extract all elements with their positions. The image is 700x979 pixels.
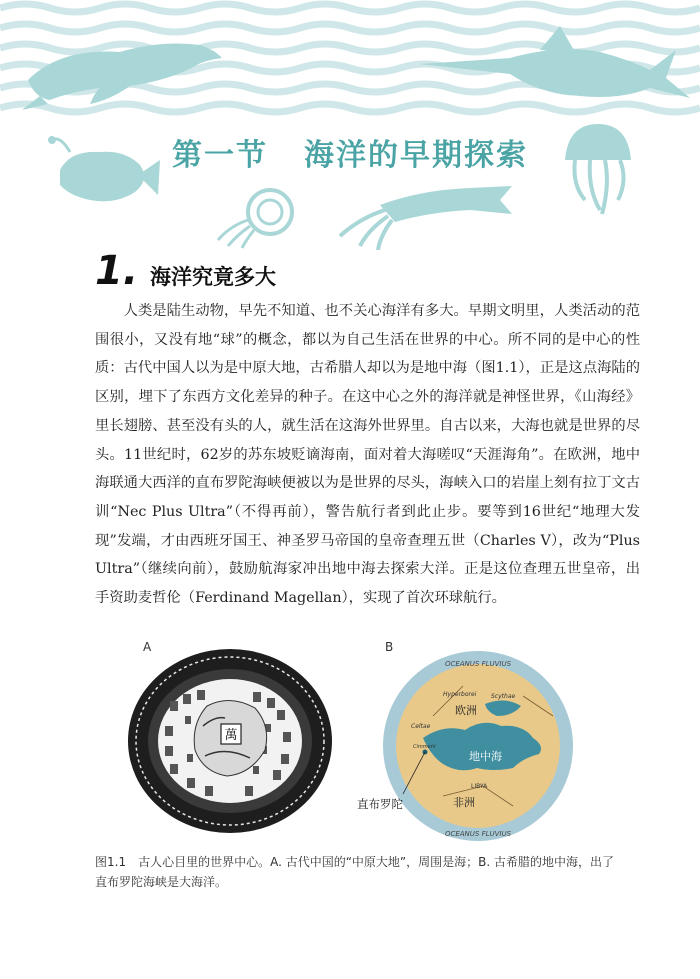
chapter-title-text: 海洋的早期探索 [304,138,528,173]
caption-line-2: 直布罗陀海峡是大海洋。 [95,875,228,889]
paragraph: 人类是陆生动物，早先不知道、也不关心海洋有多大。早期文明里，人类活动的范围很小，又没有地“球”的概念，都以为自己生活在世界的中心。所不同的是中心的性质：古代中国人以为是中原大地，古希腊人却以为是地中海（图1.1），正是这点海陆的区别，埋下了东西方文化差异的种子。在这中心之外的海洋就是神怪世界，《山海经》里长翅膀、甚至没有头的人，就生活在这海外世界里。自古以来，大海也就是世界的尽头。11世纪时，62岁的苏东坡贬谪海南，面对着大海嗟叹“天涯海角”。在欧洲，地中海联通大西洋的直布罗陀海峡便被以为是世界的尽头，海峡入口的岩崖上刻有拉丁文古训“Nec Plus Ultra”（不得再前），警告航行者到此止步。要等到16世纪“地理大发现”发端，才由西班牙国王、神圣罗马帝国的皇帝查理五世（Charles Ⅴ），改为“Plus Ultra”（继续向前），鼓励航海家冲出地中海去探索大洋。正是这位查理五世皇帝，出手资助麦哲伦（Ferdinand Magellan），实现了首次环球航行。 [95,303,640,607]
nautilus-icon [218,190,292,248]
map-b-celtae: Celtae [411,723,431,730]
panel-b-label: B [385,640,394,654]
map-b-rim-top: OCEANUS FLUVIUS [444,660,512,668]
map-b-africa: 非洲 [453,796,475,809]
map-b-libya: LIBYA [471,783,488,790]
dolphin-icon [22,44,222,110]
map-b-mediterranean: 地中海 [469,750,502,763]
map-a-center-text: 萬 [224,728,238,743]
section-title: 海洋究竟多大 [150,265,277,289]
map-b-europe: 欧洲 [455,704,477,717]
caption-line-1: 图1.1 古人心目里的世界中心。A. 古代中国的“中原大地”，周围是海；B. 古希腊的地中海，出了 [95,855,615,869]
map-b-scythae: Scythae [491,693,516,700]
squid-icon [340,186,512,250]
section-number: 1. [95,248,139,294]
section-heading [95,248,276,294]
chapter-header [0,0,700,250]
panel-a-label: A [143,640,152,654]
figure-1-1 [95,638,655,848]
chapter-title [0,130,700,174]
body-text [95,297,640,613]
map-b-cimmerii: Cimmerii [413,744,436,750]
map-b-greek-world [373,646,583,846]
header-decoration [0,0,700,250]
map-a-chinese-world [125,646,335,836]
map-b-hyperborei: Hyperborei [443,691,477,698]
map-b-rim-bottom: OCEANUS FLUVIUS [444,830,512,838]
chapter-title-number: 第一节 [172,138,268,173]
figure-caption [95,852,615,892]
strait-callout-label: 直布罗陀 [357,797,403,811]
